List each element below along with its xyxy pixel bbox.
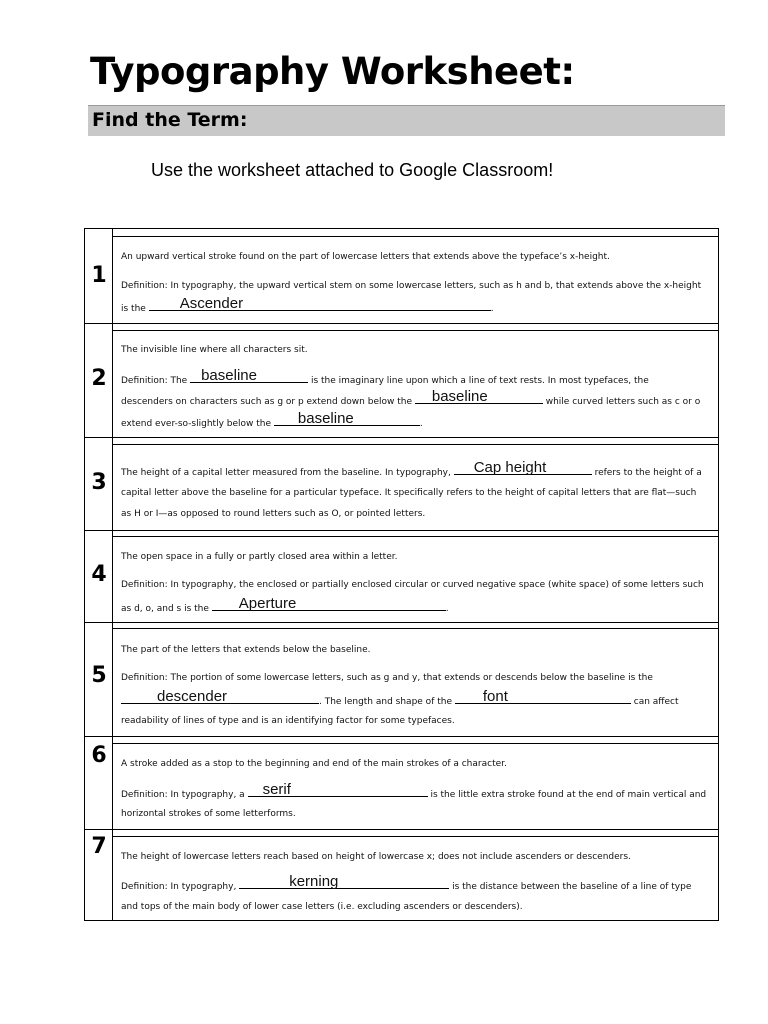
term-description (121, 459, 716, 479)
row-number: 3 (91, 470, 107, 495)
row-number-cell (85, 229, 113, 323)
term-description: The part of the letters that extends below the baseline. (121, 645, 371, 655)
answer-blank[interactable] (415, 388, 543, 405)
definition-text: is the little extra stroke found at the end of main vertical and (430, 790, 707, 800)
row-number: 2 (91, 366, 107, 391)
cell-divider (113, 330, 718, 331)
instructions-text: Use the worksheet attached to Google Classroom! (151, 160, 554, 180)
section-heading: Find the Term: (92, 109, 248, 131)
row-number-cell (85, 531, 113, 622)
cell-divider (113, 628, 718, 629)
term-definition-continued (121, 595, 716, 615)
worksheet-title: Typography Worksheet: (90, 50, 575, 93)
cell-divider (113, 236, 718, 237)
answer-blank[interactable] (274, 410, 420, 427)
definition-text: is the imaginary line upon which a line of text rests. In most typefaces, the (310, 376, 649, 386)
handwritten-answer: baseline (297, 410, 354, 427)
row-number-cell (85, 438, 113, 530)
handwritten-answer: serif (262, 781, 291, 798)
worksheet-row-2 (85, 324, 718, 437)
term-description-continued: as H or I—as opposed to round letters such as O, or pointed letters. (121, 509, 426, 519)
term-description: An upward vertical stroke found on the part of lowercase letters that extends above the typeface’s x-height. (121, 252, 610, 262)
term-definition-continued (121, 688, 716, 708)
handwritten-answer: baseline (431, 388, 488, 405)
cell-divider (113, 743, 718, 744)
term-definition-continued: and tops of the main body of lower case letters (i.e. excluding ascenders or descenders). (121, 902, 523, 912)
term-definition: Definition: In typography, the enclosed or partially enclosed circular or curved negative space (white space) of some letters such (121, 580, 704, 590)
row-number-cell (85, 737, 113, 829)
answer-blank[interactable] (121, 688, 319, 705)
worksheet-row-7 (85, 830, 718, 920)
definition-text: . (445, 604, 449, 614)
term-definition-continued (121, 410, 716, 430)
answer-blank[interactable] (190, 367, 308, 384)
row-number: 5 (91, 663, 107, 688)
worksheet-table (84, 228, 719, 921)
term-definition-continued: readability of lines of type and is an identifying factor for some typefaces. (121, 716, 455, 726)
handwritten-answer: Aperture (238, 595, 297, 612)
cell-divider (113, 444, 718, 445)
answer-blank[interactable] (212, 595, 446, 612)
answer-blank[interactable] (149, 295, 491, 312)
worksheet-row-5 (85, 623, 718, 736)
definition-text: descenders on characters such as g or p extend down below the (121, 397, 412, 407)
row-number-cell (85, 324, 113, 437)
definition-text: Definition: The (121, 376, 188, 386)
cell-divider (113, 536, 718, 537)
worksheet-row-4 (85, 531, 718, 622)
definition-text: can affect (633, 697, 679, 707)
answer-blank[interactable] (239, 873, 449, 890)
handwritten-answer: descender (157, 688, 228, 705)
answer-blank[interactable] (455, 688, 631, 705)
definition-text: . (490, 304, 494, 314)
definition-text: while curved letters such as c or o (545, 397, 701, 407)
term-definition (121, 781, 716, 801)
term-definition-continued (121, 295, 716, 315)
worksheet-row-3 (85, 438, 718, 530)
row-number: 4 (91, 562, 107, 587)
row-number-cell (85, 623, 113, 736)
row-number: 1 (91, 263, 107, 288)
handwritten-answer: Ascender (179, 295, 244, 312)
term-definition-continued (121, 388, 716, 408)
cell-divider (113, 836, 718, 837)
term-definition (121, 367, 716, 387)
term-description: The open space in a fully or partly closed area within a letter. (121, 552, 398, 562)
term-definition: Definition: The portion of some lowercase letters, such as g and y, that extends or descends below the baseline is the (121, 673, 653, 683)
definition-text: Definition: In typography, a (121, 790, 245, 800)
definition-text: refers to the height of a (594, 468, 702, 478)
row-number: 7 (91, 834, 107, 859)
term-definition-continued: horizontal strokes of some letterforms. (121, 809, 296, 819)
answer-blank[interactable] (248, 781, 428, 798)
term-definition: Definition: In typography, the upward vertical stem on some lowercase letters, such as h and b, that extends above the x-height (121, 281, 702, 291)
definition-text: extend ever-so-slightly below the (121, 419, 272, 429)
definition-text: is the (121, 304, 146, 314)
definition-text: as d, o, and s is the (121, 604, 209, 614)
handwritten-answer: baseline (201, 367, 257, 384)
term-description: The invisible line where all characters sit. (121, 345, 308, 355)
definition-text: . (419, 419, 423, 429)
section-heading-bar (88, 105, 725, 136)
answer-blank[interactable] (454, 459, 592, 476)
row-number: 6 (91, 743, 107, 768)
handwritten-answer: Cap height (473, 459, 547, 476)
term-description: The height of lowercase letters reach based on height of lowercase x; does not include ascenders or descenders. (121, 852, 631, 862)
definition-text: is the distance between the baseline of a line of type (452, 882, 692, 892)
definition-text: . The length and shape of the (319, 697, 452, 707)
handwritten-answer: font (482, 688, 508, 705)
definition-text: Definition: In typography, (121, 882, 237, 892)
definition-text: The height of a capital letter measured from the baseline. In typography, (121, 468, 451, 478)
handwritten-answer: kerning (289, 873, 339, 890)
term-description-continued: capital letter above the baseline for a particular typeface. It specifically refers to the height of capital letters that are flat—such (121, 488, 697, 498)
term-description: A stroke added as a stop to the beginning and end of the main strokes of a character. (121, 759, 507, 769)
worksheet-row-6 (85, 737, 718, 829)
row-number-cell (85, 830, 113, 920)
term-definition (121, 873, 716, 893)
worksheet-row-1 (85, 229, 718, 323)
